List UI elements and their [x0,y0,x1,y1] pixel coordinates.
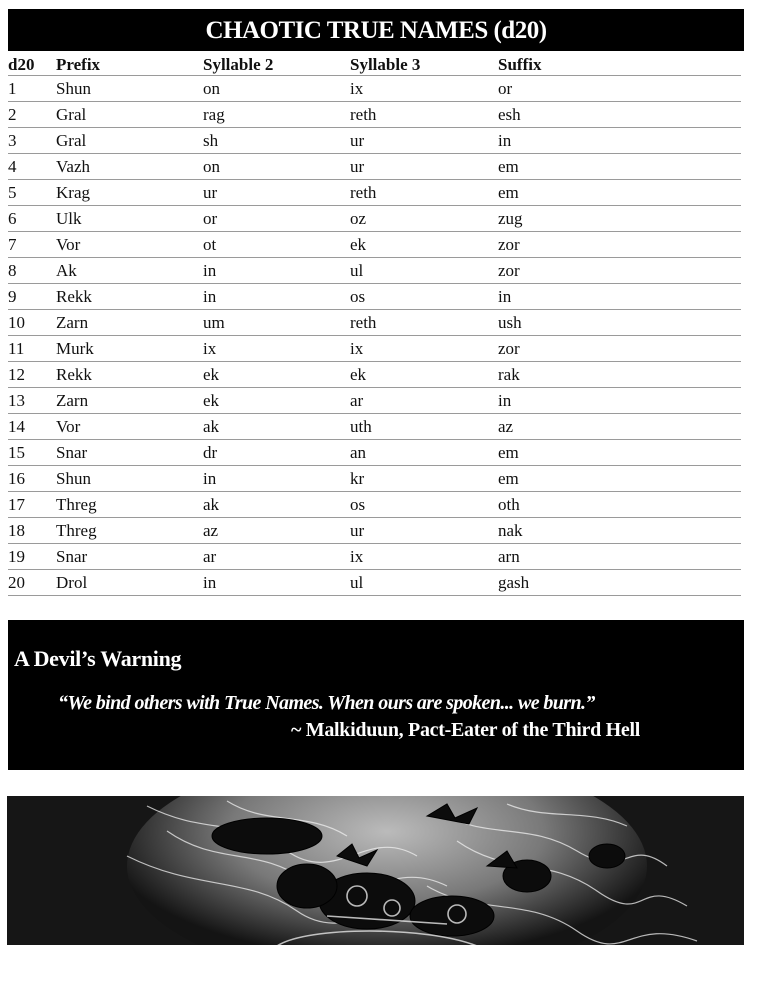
row-prefix: Drol [56,570,203,596]
table-row [8,76,741,102]
row-syllable-3: reth [350,180,498,206]
row-d20: 13 [8,388,56,414]
row-syllable-3: ek [350,232,498,258]
row-syllable-2: ot [203,232,350,258]
row-syllable-3: oz [350,206,498,232]
row-syllable-2: ar [203,544,350,570]
warning-title: A Devil’s Warning [14,646,182,671]
row-d20: 7 [8,232,56,258]
row-syllable-2: on [203,154,350,180]
row-prefix: Vazh [56,154,203,180]
header-suffix: Suffix [498,52,741,76]
row-syllable-2: az [203,518,350,544]
row-syllable-3: reth [350,102,498,128]
row-prefix: Threg [56,518,203,544]
table-row [8,388,741,414]
row-syllable-3: an [350,440,498,466]
row-syllable-2: in [203,466,350,492]
row-d20: 20 [8,570,56,596]
row-syllable-3: ix [350,76,498,102]
row-syllable-3: os [350,492,498,518]
row-prefix: Threg [56,492,203,518]
header-syllable-3: Syllable 3 [350,52,498,76]
row-d20: 18 [8,518,56,544]
row-suffix: zor [498,232,741,258]
warning-quote: “We bind others with True Names. When ours are spoken... we burn.” [58,692,595,714]
row-syllable-3: ul [350,258,498,284]
illustration-art [7,796,744,945]
row-prefix: Vor [56,414,203,440]
row-d20: 6 [8,206,56,232]
table-row [8,414,741,440]
table-row [8,284,741,310]
row-suffix: in [498,284,741,310]
table-row [8,570,741,596]
page-title: CHAOTIC TRUE NAMES (d20) [8,9,744,51]
row-suffix: az [498,414,741,440]
row-syllable-3: ur [350,518,498,544]
row-d20: 5 [8,180,56,206]
row-suffix: em [498,180,741,206]
row-d20: 9 [8,284,56,310]
row-prefix: Shun [56,76,203,102]
table-row [8,232,741,258]
table-row [8,102,741,128]
table-row [8,206,741,232]
row-syllable-2: sh [203,128,350,154]
row-suffix: em [498,440,741,466]
table-row [8,466,741,492]
row-syllable-3: uth [350,414,498,440]
true-names-table [8,52,741,596]
row-d20: 2 [8,102,56,128]
row-suffix: oth [498,492,741,518]
row-suffix: or [498,76,741,102]
row-syllable-3: kr [350,466,498,492]
table-row [8,518,741,544]
table-body [8,76,741,596]
row-prefix: Murk [56,336,203,362]
table-row [8,362,741,388]
row-suffix: em [498,466,741,492]
table-row [8,440,741,466]
row-prefix: Ak [56,258,203,284]
row-syllable-2: ix [203,336,350,362]
row-suffix: nak [498,518,741,544]
row-suffix: esh [498,102,741,128]
row-prefix: Gral [56,128,203,154]
row-d20: 14 [8,414,56,440]
row-prefix: Zarn [56,388,203,414]
row-syllable-3: ix [350,544,498,570]
row-syllable-2: rag [203,102,350,128]
row-d20: 8 [8,258,56,284]
row-syllable-3: ur [350,128,498,154]
header-d20: d20 [8,52,56,76]
row-syllable-2: dr [203,440,350,466]
row-suffix: rak [498,362,741,388]
row-prefix: Shun [56,466,203,492]
row-d20: 11 [8,336,56,362]
row-suffix: zug [498,206,741,232]
row-prefix: Rekk [56,362,203,388]
row-d20: 17 [8,492,56,518]
row-syllable-3: ul [350,570,498,596]
row-d20: 12 [8,362,56,388]
table-row [8,544,741,570]
row-d20: 1 [8,76,56,102]
table-row [8,310,741,336]
row-prefix: Ulk [56,206,203,232]
row-syllable-2: ek [203,388,350,414]
row-syllable-2: ak [203,414,350,440]
row-syllable-3: ur [350,154,498,180]
illustration [7,796,744,945]
row-suffix: ush [498,310,741,336]
warning-attribution: ~ Malkiduun, Pact-Eater of the Third Hell [290,719,640,741]
row-prefix: Snar [56,440,203,466]
row-syllable-2: um [203,310,350,336]
row-syllable-2: or [203,206,350,232]
row-suffix: arn [498,544,741,570]
table-row [8,258,741,284]
row-suffix: in [498,128,741,154]
row-syllable-2: in [203,570,350,596]
row-d20: 19 [8,544,56,570]
table-row [8,154,741,180]
row-syllable-2: in [203,258,350,284]
row-suffix: zor [498,336,741,362]
row-suffix: zor [498,258,741,284]
row-d20: 4 [8,154,56,180]
table-row [8,336,741,362]
table-row [8,180,741,206]
header-syllable-2: Syllable 2 [203,52,350,76]
table-row [8,128,741,154]
row-syllable-3: ix [350,336,498,362]
row-d20: 10 [8,310,56,336]
row-syllable-2: ak [203,492,350,518]
row-syllable-2: in [203,284,350,310]
row-suffix: in [498,388,741,414]
row-prefix: Rekk [56,284,203,310]
header-prefix: Prefix [56,52,203,76]
row-suffix: em [498,154,741,180]
row-syllable-3: os [350,284,498,310]
row-prefix: Vor [56,232,203,258]
row-d20: 16 [8,466,56,492]
row-prefix: Zarn [56,310,203,336]
row-syllable-3: ek [350,362,498,388]
row-syllable-2: on [203,76,350,102]
row-prefix: Gral [56,102,203,128]
table-row [8,492,741,518]
row-syllable-3: ar [350,388,498,414]
row-d20: 15 [8,440,56,466]
table-header-row [8,52,741,76]
row-prefix: Snar [56,544,203,570]
row-syllable-2: ur [203,180,350,206]
devils-warning-box [8,620,744,770]
row-syllable-2: ek [203,362,350,388]
row-syllable-3: reth [350,310,498,336]
row-d20: 3 [8,128,56,154]
row-suffix: gash [498,570,741,596]
row-prefix: Krag [56,180,203,206]
